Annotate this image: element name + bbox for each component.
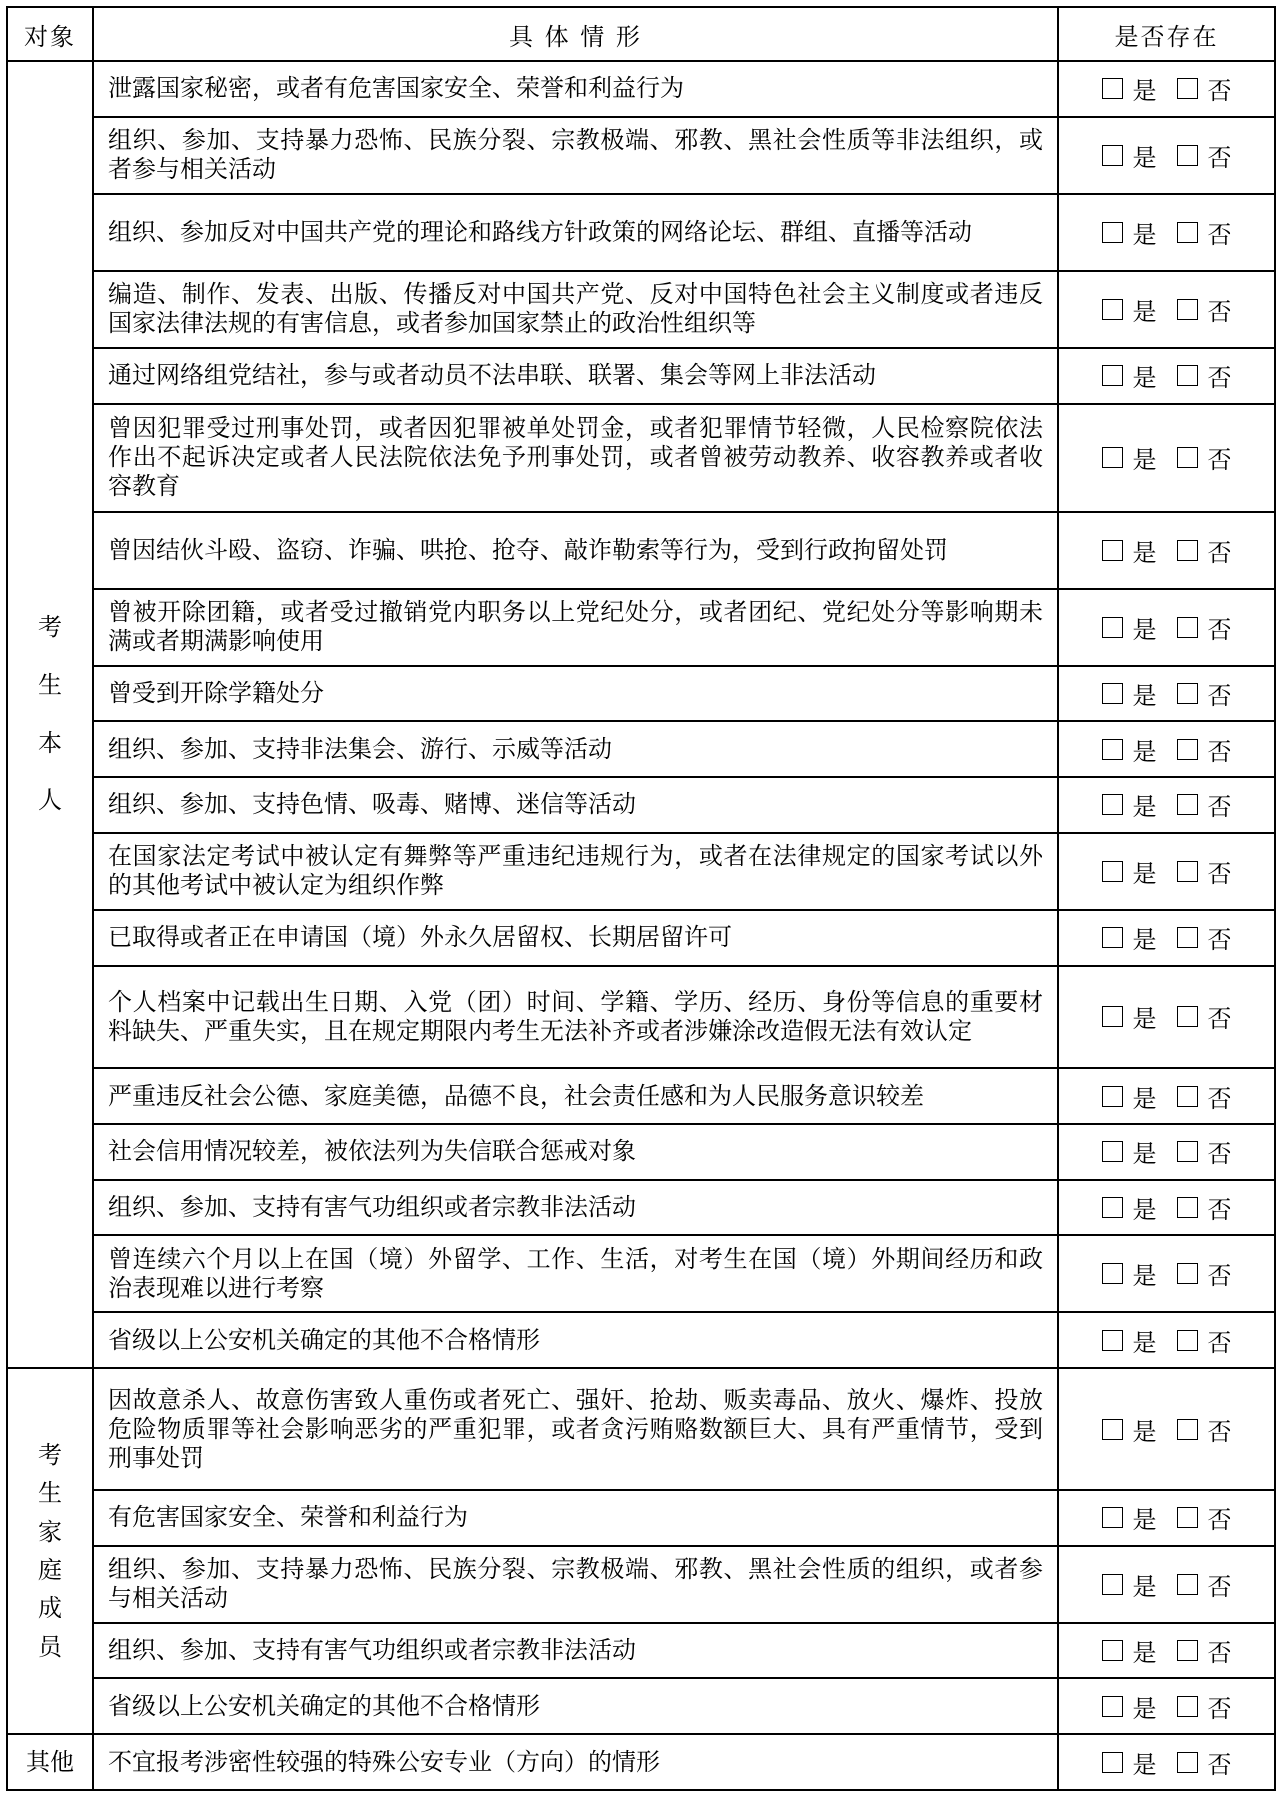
option-no[interactable] (1177, 999, 1232, 1034)
option-yes[interactable] (1102, 1412, 1157, 1447)
exists-cell (1058, 910, 1275, 966)
checkbox-no[interactable] (1177, 1507, 1198, 1528)
table-row (7, 1546, 1275, 1623)
option-yes-label: 是 (1132, 1506, 1157, 1535)
option-yes[interactable] (1102, 1190, 1157, 1225)
group-label-text: 考生本人 (38, 613, 62, 815)
group-label (7, 1368, 93, 1734)
option-yes[interactable] (1102, 610, 1157, 645)
option-no[interactable] (1177, 787, 1232, 822)
checkbox-yes[interactable] (1102, 78, 1123, 99)
option-no-label: 否 (1207, 1328, 1232, 1357)
checkbox-no[interactable] (1177, 447, 1198, 468)
option-no-label: 否 (1207, 1417, 1232, 1446)
checkbox-no[interactable] (1177, 1419, 1198, 1440)
checkbox-yes[interactable] (1102, 927, 1123, 948)
exists-cell (1058, 271, 1275, 348)
checkbox-yes[interactable] (1102, 145, 1123, 166)
situation-cell: 已取得或者正在申请国（境）外永久居留权、长期居留许可 (93, 910, 1058, 966)
option-yes-label: 是 (1132, 1084, 1157, 1113)
option-yes-label: 是 (1132, 1417, 1157, 1446)
checkbox-no[interactable] (1177, 1640, 1198, 1661)
header-exists: 是否存在 (1058, 7, 1275, 61)
option-yes-label: 是 (1132, 615, 1157, 644)
situation-cell: 组织、参加、支持色情、吸毒、赌博、迷信等活动 (93, 777, 1058, 833)
checkbox-yes[interactable] (1102, 739, 1123, 760)
checkbox-no[interactable] (1177, 78, 1198, 99)
table-row (7, 117, 1275, 194)
checkbox-yes[interactable] (1102, 1330, 1123, 1351)
option-no-label: 否 (1207, 297, 1232, 326)
table-row (7, 1180, 1275, 1236)
option-no-label: 否 (1207, 1572, 1232, 1601)
option-no-label: 否 (1207, 446, 1232, 475)
option-no-label: 否 (1207, 1694, 1232, 1723)
table-row (7, 1312, 1275, 1368)
option-yes[interactable] (1102, 1689, 1157, 1724)
option-no[interactable] (1177, 1190, 1232, 1225)
option-no[interactable] (1177, 1500, 1232, 1535)
option-no[interactable] (1177, 920, 1232, 955)
situation-cell: 省级以上公安机关确定的其他不合格情形 (93, 1678, 1058, 1734)
checkbox-yes[interactable] (1102, 1263, 1123, 1284)
option-yes-label: 是 (1132, 1262, 1157, 1291)
exists-cell (1058, 1490, 1275, 1546)
table-row (7, 404, 1275, 512)
option-no-label: 否 (1207, 538, 1232, 567)
option-yes-label: 是 (1132, 220, 1157, 249)
option-yes-label: 是 (1132, 1195, 1157, 1224)
exists-cell (1058, 1734, 1275, 1790)
exists-cell (1058, 1312, 1275, 1368)
option-yes-label: 是 (1132, 297, 1157, 326)
option-yes[interactable] (1102, 1323, 1157, 1358)
option-no[interactable] (1177, 854, 1232, 889)
table-row (7, 1124, 1275, 1180)
option-no[interactable] (1177, 1134, 1232, 1169)
option-no[interactable] (1177, 1633, 1232, 1668)
option-no-label: 否 (1207, 77, 1232, 106)
situation-cell: 省级以上公安机关确定的其他不合格情形 (93, 1312, 1058, 1368)
option-yes-label: 是 (1132, 1328, 1157, 1357)
table-row (7, 1368, 1275, 1490)
option-yes[interactable] (1102, 215, 1157, 250)
checkbox-no[interactable] (1177, 145, 1198, 166)
option-no-label: 否 (1207, 682, 1232, 711)
option-yes-label: 是 (1132, 926, 1157, 955)
option-yes[interactable] (1102, 999, 1157, 1034)
checkbox-yes[interactable] (1102, 1197, 1123, 1218)
situation-cell: 不宜报考涉密性较强的特殊公安专业（方向）的情形 (93, 1734, 1058, 1790)
checkbox-no[interactable] (1177, 222, 1198, 243)
option-no-label: 否 (1207, 615, 1232, 644)
checkbox-yes[interactable] (1102, 1507, 1123, 1528)
table-row (7, 271, 1275, 348)
table-row (7, 777, 1275, 833)
checkbox-yes[interactable] (1102, 1640, 1123, 1661)
option-no-label: 否 (1207, 926, 1232, 955)
option-no[interactable] (1177, 1256, 1232, 1291)
option-no[interactable] (1177, 1689, 1232, 1724)
table-row (7, 1734, 1275, 1790)
checkbox-no[interactable] (1177, 1263, 1198, 1284)
option-no-label: 否 (1207, 220, 1232, 249)
checkbox-yes[interactable] (1102, 299, 1123, 320)
option-no[interactable] (1177, 358, 1232, 393)
option-no[interactable] (1177, 1412, 1232, 1447)
exists-cell (1058, 589, 1275, 666)
exists-cell (1058, 666, 1275, 722)
option-yes-label: 是 (1132, 143, 1157, 172)
situation-cell: 组织、参加反对中国共产党的理论和路线方针政策的网络论坛、群组、直播等活动 (93, 194, 1058, 271)
option-yes[interactable] (1102, 1500, 1157, 1535)
option-no[interactable] (1177, 1079, 1232, 1114)
checkbox-yes[interactable] (1102, 683, 1123, 704)
checkbox-yes[interactable] (1102, 1574, 1123, 1595)
situation-cell: 曾因结伙斗殴、盗窃、诈骗、哄抢、抢夺、敲诈勒索等行为，受到行政拘留处罚 (93, 512, 1058, 589)
checkbox-yes[interactable] (1102, 1419, 1123, 1440)
option-yes[interactable] (1102, 533, 1157, 568)
checkbox-no[interactable] (1177, 1752, 1198, 1773)
situation-cell: 因故意杀人、故意伤害致人重伤或者死亡、强奸、抢劫、贩卖毒品、放火、爆炸、投放危险物质罪等社会影响恶劣的严重犯罪，或者贪污贿赂数额巨大、具有严重情节，受到刑事处罚 (93, 1368, 1058, 1490)
table-row (7, 194, 1275, 271)
situation-cell: 在国家法定考试中被认定有舞弊等严重违纪违规行为，或者在法律规定的国家考试以外的其他考试中被认定为组织作弊 (93, 833, 1058, 910)
option-no-label: 否 (1207, 859, 1232, 888)
option-no-label: 否 (1207, 1262, 1232, 1291)
option-no-label: 否 (1207, 737, 1232, 766)
exists-cell (1058, 1623, 1275, 1679)
exists-cell (1058, 1368, 1275, 1490)
option-yes[interactable] (1102, 1256, 1157, 1291)
exists-cell (1058, 1068, 1275, 1124)
option-yes[interactable] (1102, 1079, 1157, 1114)
exists-cell (1058, 833, 1275, 910)
exists-cell (1058, 194, 1275, 271)
situation-cell: 曾受到开除学籍处分 (93, 666, 1058, 722)
option-yes[interactable] (1102, 358, 1157, 393)
situation-cell: 编造、制作、发表、出版、传播反对中国共产党、反对中国特色社会主义制度或者违反国家法律法规的有害信息，或者参加国家禁止的政治性组织等 (93, 271, 1058, 348)
table-row (7, 1068, 1275, 1124)
option-no-label: 否 (1207, 1639, 1232, 1668)
exists-cell (1058, 777, 1275, 833)
option-yes[interactable] (1102, 71, 1157, 106)
option-yes[interactable] (1102, 1567, 1157, 1602)
exists-cell (1058, 117, 1275, 194)
exists-cell (1058, 512, 1275, 589)
option-yes-label: 是 (1132, 793, 1157, 822)
option-no[interactable] (1177, 732, 1232, 767)
table-row (7, 666, 1275, 722)
option-no[interactable] (1177, 138, 1232, 173)
option-yes[interactable] (1102, 732, 1157, 767)
checkbox-yes[interactable] (1102, 1141, 1123, 1162)
checkbox-no[interactable] (1177, 1696, 1198, 1717)
checkbox-yes[interactable] (1102, 1006, 1123, 1027)
exists-cell (1058, 1180, 1275, 1236)
table-row (7, 966, 1275, 1069)
option-no-label: 否 (1207, 1005, 1232, 1034)
checkbox-no[interactable] (1177, 861, 1198, 882)
option-no[interactable] (1177, 215, 1232, 250)
situation-cell: 通过网络组党结社，参与或者动员不法串联、联署、集会等网上非法活动 (93, 348, 1058, 404)
checkbox-yes[interactable] (1102, 1086, 1123, 1107)
option-no[interactable] (1177, 610, 1232, 645)
situation-cell: 组织、参加、支持暴力恐怖、民族分裂、宗教极端、邪教、黑社会性质的组织，或者参与相关活动 (93, 1546, 1058, 1623)
header-situation: 具 体 情 形 (93, 7, 1058, 61)
option-no[interactable] (1177, 1323, 1232, 1358)
option-yes-label: 是 (1132, 77, 1157, 106)
exists-cell (1058, 1235, 1275, 1312)
option-yes[interactable] (1102, 1745, 1157, 1780)
table-row (7, 61, 1275, 117)
option-yes[interactable] (1102, 1633, 1157, 1668)
option-no[interactable] (1177, 1567, 1232, 1602)
table-row (7, 589, 1275, 666)
option-no[interactable] (1177, 292, 1232, 327)
checkbox-no[interactable] (1177, 927, 1198, 948)
situation-cell: 曾被开除团籍，或者受过撤销党内职务以上党纪处分，或者团纪、党纪处分等影响期未满或者期满影响使用 (93, 589, 1058, 666)
checkbox-yes[interactable] (1102, 540, 1123, 561)
option-yes[interactable] (1102, 1134, 1157, 1169)
option-no[interactable] (1177, 1745, 1232, 1780)
table-row (7, 512, 1275, 589)
exists-cell (1058, 1124, 1275, 1180)
situation-cell: 泄露国家秘密，或者有危害国家安全、荣誉和利益行为 (93, 61, 1058, 117)
table-row (7, 348, 1275, 404)
checkbox-yes[interactable] (1102, 365, 1123, 386)
option-yes-label: 是 (1132, 1140, 1157, 1169)
option-yes[interactable] (1102, 440, 1157, 475)
checkbox-yes[interactable] (1102, 1696, 1123, 1717)
option-yes[interactable] (1102, 676, 1157, 711)
table-row (7, 721, 1275, 777)
checkbox-yes[interactable] (1102, 861, 1123, 882)
checkbox-no[interactable] (1177, 299, 1198, 320)
option-yes-label: 是 (1132, 737, 1157, 766)
option-yes-label: 是 (1132, 1639, 1157, 1668)
checkbox-no[interactable] (1177, 739, 1198, 760)
group-label (7, 1734, 93, 1790)
option-yes-label: 是 (1132, 364, 1157, 393)
option-yes[interactable] (1102, 920, 1157, 955)
option-yes-label: 是 (1132, 1694, 1157, 1723)
checkbox-yes[interactable] (1102, 447, 1123, 468)
table-row (7, 1678, 1275, 1734)
option-no-label: 否 (1207, 364, 1232, 393)
situation-cell: 组织、参加、支持暴力恐怖、民族分裂、宗教极端、邪教、黑社会性质等非法组织，或者参与相关活动 (93, 117, 1058, 194)
option-no-label: 否 (1207, 1140, 1232, 1169)
situation-cell: 曾连续六个月以上在国（境）外留学、工作、生活，对考生在国（境）外期间经历和政治表现难以进行考察 (93, 1235, 1058, 1312)
option-no-label: 否 (1207, 1084, 1232, 1113)
eligibility-table (6, 6, 1276, 1791)
checkbox-no[interactable] (1177, 1006, 1198, 1027)
option-yes-label: 是 (1132, 446, 1157, 475)
exists-cell (1058, 61, 1275, 117)
checkbox-no[interactable] (1177, 540, 1198, 561)
situation-cell: 组织、参加、支持有害气功组织或者宗教非法活动 (93, 1623, 1058, 1679)
option-no-label: 否 (1207, 1750, 1232, 1779)
option-yes[interactable] (1102, 854, 1157, 889)
table-row (7, 910, 1275, 966)
option-yes-label: 是 (1132, 1572, 1157, 1601)
checkbox-yes[interactable] (1102, 617, 1123, 638)
header-row (7, 7, 1275, 61)
group-label-text: 其他 (26, 1747, 74, 1776)
option-no-label: 否 (1207, 1195, 1232, 1224)
situation-cell: 严重违反社会公德、家庭美德，品德不良，社会责任感和为人民服务意识较差 (93, 1068, 1058, 1124)
exists-cell (1058, 1678, 1275, 1734)
table-row (7, 833, 1275, 910)
option-yes-label: 是 (1132, 859, 1157, 888)
group-label-text: 考生家庭成员 (38, 1440, 62, 1661)
option-yes-label: 是 (1132, 538, 1157, 567)
option-yes[interactable] (1102, 292, 1157, 327)
checkbox-no[interactable] (1177, 1574, 1198, 1595)
option-yes-label: 是 (1132, 1005, 1157, 1034)
exists-cell (1058, 721, 1275, 777)
situation-cell: 曾因犯罪受过刑事处罚，或者因犯罪被单处罚金，或者犯罪情节轻微，人民检察院依法作出不起诉决定或者人民法院依法免予刑事处罚，或者曾被劳动教养、收容教养或者收容教育 (93, 404, 1058, 512)
header-object: 对象 (7, 7, 93, 61)
exists-cell (1058, 348, 1275, 404)
option-no-label: 否 (1207, 1506, 1232, 1535)
checkbox-no[interactable] (1177, 1086, 1198, 1107)
checkbox-no[interactable] (1177, 1141, 1198, 1162)
option-yes[interactable] (1102, 138, 1157, 173)
table-row (7, 1235, 1275, 1312)
exists-cell (1058, 966, 1275, 1069)
option-no-label: 否 (1207, 793, 1232, 822)
exists-cell (1058, 1546, 1275, 1623)
option-yes-label: 是 (1132, 682, 1157, 711)
checkbox-no[interactable] (1177, 365, 1198, 386)
checkbox-no[interactable] (1177, 683, 1198, 704)
checkbox-no[interactable] (1177, 794, 1198, 815)
table-row (7, 1490, 1275, 1546)
option-yes-label: 是 (1132, 1750, 1157, 1779)
option-no-label: 否 (1207, 143, 1232, 172)
exists-cell (1058, 404, 1275, 512)
situation-cell: 有危害国家安全、荣誉和利益行为 (93, 1490, 1058, 1546)
checkbox-yes[interactable] (1102, 222, 1123, 243)
option-no[interactable] (1177, 71, 1232, 106)
table-row (7, 1623, 1275, 1679)
checkbox-no[interactable] (1177, 1197, 1198, 1218)
option-yes[interactable] (1102, 787, 1157, 822)
option-no[interactable] (1177, 676, 1232, 711)
situation-cell: 个人档案中记载出生日期、入党（团）时间、学籍、学历、经历、身份等信息的重要材料缺失、严重失实，且在规定期限内考生无法补齐或者涉嫌涂改造假无法有效认定 (93, 966, 1058, 1069)
checkbox-yes[interactable] (1102, 1752, 1123, 1773)
checkbox-no[interactable] (1177, 1330, 1198, 1351)
checkbox-no[interactable] (1177, 617, 1198, 638)
group-label (7, 61, 93, 1368)
option-no[interactable] (1177, 440, 1232, 475)
situation-cell: 组织、参加、支持非法集会、游行、示威等活动 (93, 721, 1058, 777)
situation-cell: 社会信用情况较差，被依法列为失信联合惩戒对象 (93, 1124, 1058, 1180)
situation-cell: 组织、参加、支持有害气功组织或者宗教非法活动 (93, 1180, 1058, 1236)
option-no[interactable] (1177, 533, 1232, 568)
checkbox-yes[interactable] (1102, 794, 1123, 815)
